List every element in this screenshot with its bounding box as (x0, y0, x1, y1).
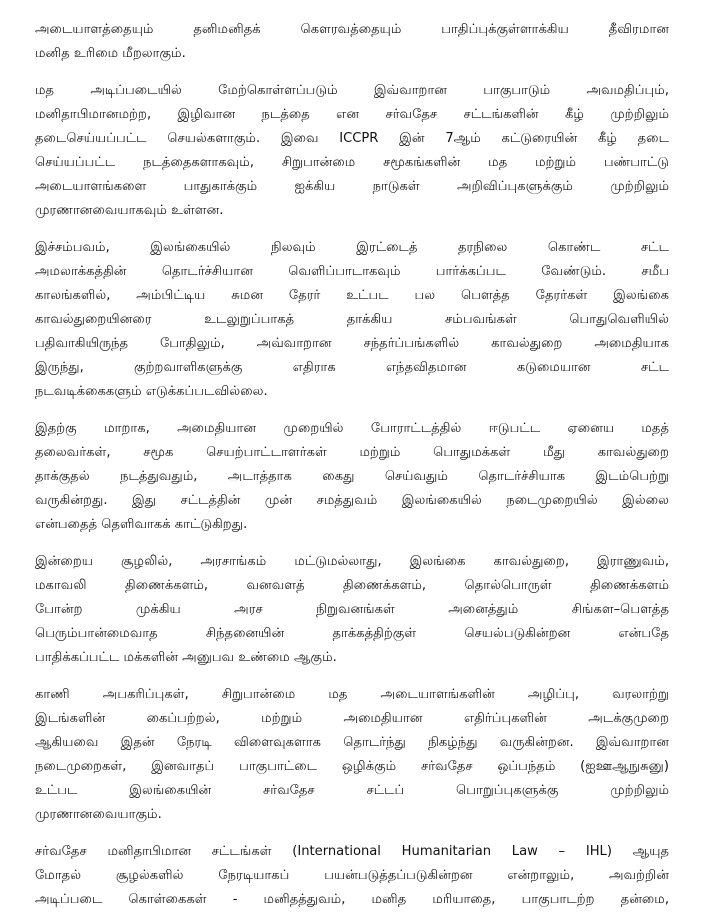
paragraph (35, 417, 669, 537)
text-line: அமலாக்கத்தின் தொடர்ச்சியான வெளிப்பாடாகவும் பார்க்கப்பட வேண்டும். சமீப (35, 263, 669, 279)
text-line: முரணானவையாகும். (35, 807, 162, 823)
text-line: போன்ற முக்கிய அரச நிறுவனங்கள் அனைத்தும் சிங்கள–பௌத்த (35, 602, 669, 618)
document-page (35, 0, 669, 912)
paragraph (35, 683, 669, 828)
text-line: இதற்கு மாறாக, அமைதியான முறையில் போராட்டத்தில் ஈடுபட்ட ஏனைய மதத் (35, 420, 669, 436)
text-line: இன்றைய சூழலில், அரசாங்கம் மட்டுமல்லாது, இலங்கை காவல்துறை, இராணுவம், (35, 553, 669, 569)
text-line: அடையாளங்களை பாதுகாக்கும் ஐக்கிய நாடுகள் அறிவிப்புகளுக்கும் முற்றிலும் (35, 179, 669, 195)
text-line: தலைவர்கள், சமூக செயற்பாட்டாளர்கள் மற்றும் பொதுமக்கள் மீது காவல்துறை (35, 445, 669, 460)
text-line: மோதல் சூழல்களில் நேரடியாகப் பயன்படுத்தப்படுகின்றன என்றாலும், அவற்றின் (35, 868, 669, 883)
text-line: அடையாளத்தையும் தனிமனிதக் கௌரவத்தையும் பாதிப்புக்குள்ளாக்கிய தீவிரமான (35, 22, 669, 37)
text-line: சர்வதேச மனிதாபிமான சட்டங்கள் (International Humanitarian Law – IHL) ஆயுத (35, 843, 669, 859)
text-line: நடவடிக்கைகளும் எடுக்கப்படவில்லை. (35, 384, 268, 400)
text-line: செய்யப்பட்ட நடத்தைகளாகவும், சிறுபான்மை சமூகங்களின் மத மற்றும் பண்பாட்டு (35, 154, 669, 170)
text-line: முரணானவையாகவும் உள்ளன. (35, 203, 224, 219)
text-line: தடைசெய்யப்பட்ட செயல்களாகும். இவை ICCPR இன் 7ஆம் கட்டுரையின் கீழ் தடை (35, 130, 669, 146)
text-line: இடங்களின் கைப்பற்றல், மற்றும் அமைதியான எதிர்ப்புகளின் அடக்குமுறை (35, 710, 669, 726)
text-line: வருகின்றது. இது சட்டத்தின் முன் சமத்துவம் இலங்கையில் நடைமுறையில் இல்லை (35, 493, 669, 509)
paragraph (35, 18, 669, 66)
text-line: மனிதாபிமானமற்ற, இழிவான நடத்தை என சர்வதேச சட்டங்களின் கீழ் முற்றிலும் (35, 106, 669, 122)
text-line: இருந்து, குற்றவாளிகளுக்கு எதிராக எந்தவிதமான கடுமையான சட்ட (35, 360, 669, 376)
text-line: காவல்துறையினரை உடலுறுப்பாகத் தாக்கிய சம்பவங்கள் பொதுவெளியில் (35, 312, 669, 328)
text-line: அடிப்படை கொள்கைகள் - மனிதத்துவம், மனித மரியாதை, பாகுபாடற்ற தன்மை, (35, 892, 669, 908)
text-line: இச்சம்பவம், இலங்கையில் நிலவும் இரட்டைத் தரநிலை கொண்ட சட்ட (35, 239, 669, 255)
text-line: உட்பட இலங்கையின் சர்வதேச சட்டப் பொறுப்புகளுக்கு முற்றிலும் (35, 783, 669, 799)
text-line: மத அடிப்படையில் மேற்கொள்ளப்படும் இவ்வாறான பாகுபாடும் அவமதிப்பும், (35, 82, 669, 98)
text-line: ஆகியவை இதன் நேரடி விளைவுகளாக தொடர்ந்து நிகழ்ந்து வருகின்றன. இவ்வாறான (35, 735, 669, 751)
text-line: தாக்குதல் நடத்துவதும், அடாத்தாக கைது செய்வதும் தொடர்ச்சியாக இடம்பெற்று (35, 469, 669, 485)
text-line: மகாவலி திணைக்களம், வனவளத் திணைக்களம், தொல்பொருள் திணைக்களம் (35, 577, 669, 593)
paragraph (35, 550, 669, 670)
text-line: மனித உரிமை மீறலாகும். (35, 46, 186, 62)
text-line: பெரும்பான்மைவாத சிந்தனையின் தாக்கத்திற்குள் செயல்படுகின்றன என்பதே (35, 626, 669, 642)
paragraph (35, 79, 669, 224)
paragraph (35, 840, 669, 912)
text-line: பதிவாகியிருந்த போதிலும், அவ்வாறான சந்தர்ப்பங்களில் காவல்துறை அமைதியாக (35, 336, 669, 352)
text-line: காணி அபகரிப்புகள், சிறுபான்மை மத அடையாளங்களின் அழிப்பு, வரலாற்று (35, 686, 669, 702)
text-line: நடைமுறைகள், இனவாதப் பாகுபாட்டை ஒழிக்கும் சர்வதேச ஒப்பந்தம் (ஐஊஆநுசுனு) (35, 759, 669, 775)
paragraph (35, 236, 669, 405)
text-line: என்பதைத் தெளிவாகக் காட்டுகிறது. (35, 517, 248, 533)
text-line: பாதிக்கப்பட்ட மக்களின் அனுபவ உண்மை ஆகும். (35, 650, 337, 666)
text-line: காலங்களில், அம்பிட்டிய சுமன தேரர் உட்பட பல பௌத்த தேரர்கள் இலங்கை (35, 287, 669, 303)
